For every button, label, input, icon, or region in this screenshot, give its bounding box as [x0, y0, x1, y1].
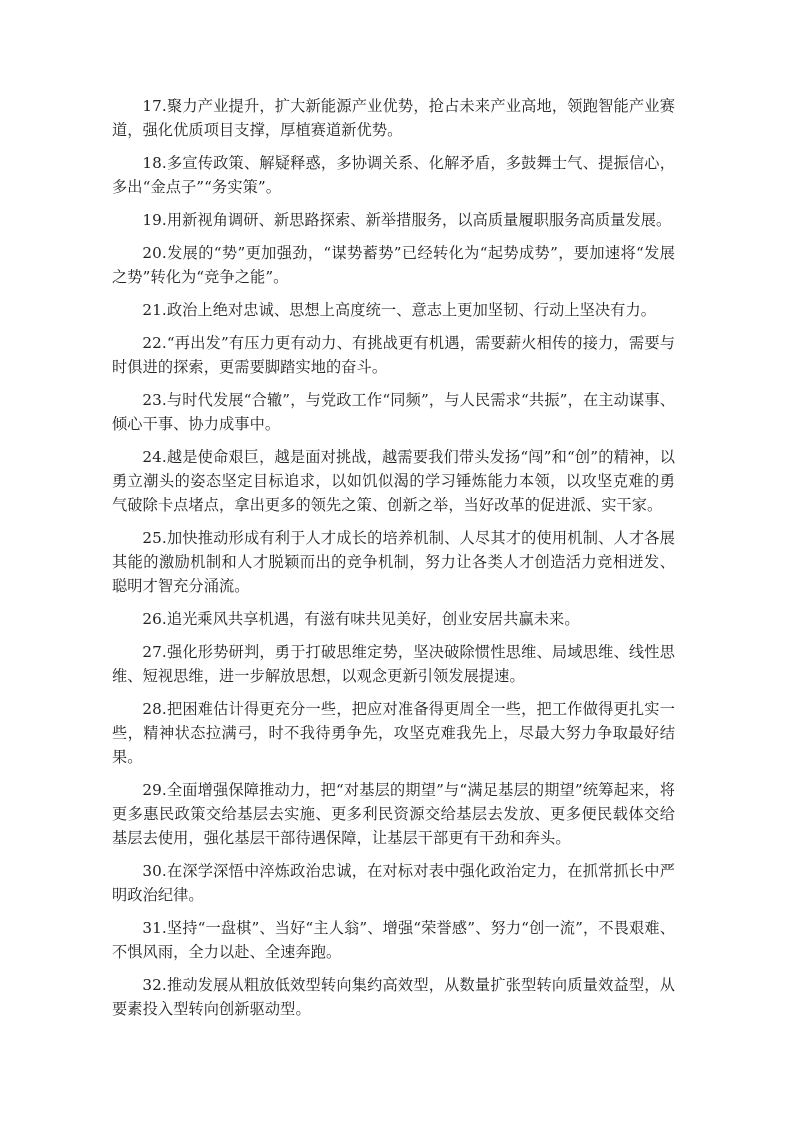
document-page — [112, 94, 675, 1030]
paragraph-23: 23.与时代发展“合辙”，与党政工作“同频”，与人民需求“共振”，在主动谋事、倾心干事、协力成事中。 — [112, 391, 675, 433]
paragraph-20: 20.发展的“势”更加强劲，“谋势蓄势”已经转化为“起势成势”，要加速将“发展之势”转化为“竞争之能”。 — [112, 244, 675, 286]
paragraph-18: 18.多宣传政策、解疑释惑，多协调关系、化解矛盾，多鼓舞士气、提振信心，多出“金点子”“务实策”。 — [112, 154, 675, 196]
paragraph-17: 17.聚力产业提升，扩大新能源产业优势，抢占未来产业高地，领跑智能产业赛道，强化优质项目支撑，厚植赛道新优势。 — [112, 97, 675, 139]
paragraph-24: 24.越是使命艰巨，越是面对挑战，越需要我们带头发扬“闯”和“创”的精神，以勇立潮头的姿态坚定目标追求，以如饥似渴的学习锤炼能力本领，以攻坚克难的勇气破除卡点堵点，拿出更多的领先之策、创新之举，当好改革的促进派、实干家。 — [112, 448, 675, 514]
paragraph-31: 31.坚持“一盘棋”、当好“主人翁”、增强“荣誉感”、努力“创一流”，不畏艰难、不惧风雨，全力以赴、全速奔跑。 — [112, 919, 675, 961]
paragraph-27: 27.强化形势研判，勇于打破思维定势，坚决破除惯性思维、局域思维、线性思维、短视思维，进一步解放思想，以观念更新引领发展提速。 — [112, 643, 675, 685]
paragraph-30: 30.在深学深悟中淬炼政治忠诚，在对标对表中强化政治定力，在抓常抓长中严明政治纪律。 — [112, 862, 675, 904]
paragraph-19: 19.用新视角调研、新思路探索、新举措服务，以高质量履职服务高质量发展。 — [142, 211, 672, 229]
paragraph-21: 21.政治上绝对忠诚、思想上高度统一、意志上更加坚韧、行动上坚决有力。 — [142, 301, 657, 319]
paragraph-26: 26.追光乘风共享机遇，有滋有味共见美好，创业安居共赢未来。 — [142, 610, 580, 628]
paragraph-22: 22.“再出发”有压力更有动力、有挑战更有机遇，需要薪火相传的接力，需要与时俱进的探索，更需要脚踏实地的奋斗。 — [112, 334, 675, 376]
paragraph-25: 25.加快推动形成有利于人才成长的培养机制、人尽其才的使用机制、人才各展其能的激励机制和人才脱颖而出的竞争机制，努力让各类人才创造活力竞相迸发、聪明才智充分涌流。 — [112, 529, 675, 595]
paragraph-28: 28.把困难估计得更充分一些，把应对准备得更周全一些，把工作做得更扎实一些，精神状态拉满弓，时不我待勇争先，攻坚克难我先上，尽最大努力争取最好结果。 — [112, 700, 675, 766]
paragraph-32: 32.推动发展从粗放低效型转向集约高效型，从数量扩张型转向质量效益型，从要素投入型转向创新驱动型。 — [112, 976, 675, 1018]
paragraph-29: 29.全面增强保障推动力，把“对基层的期望”与“满足基层的期望”统筹起来，将更多惠民政策交给基层去实施、更多利民资源交给基层去发放、更多便民载体交给基层去使用，强化基层干部待遇保障，让基层干部更有干劲和奔头。 — [112, 781, 675, 847]
